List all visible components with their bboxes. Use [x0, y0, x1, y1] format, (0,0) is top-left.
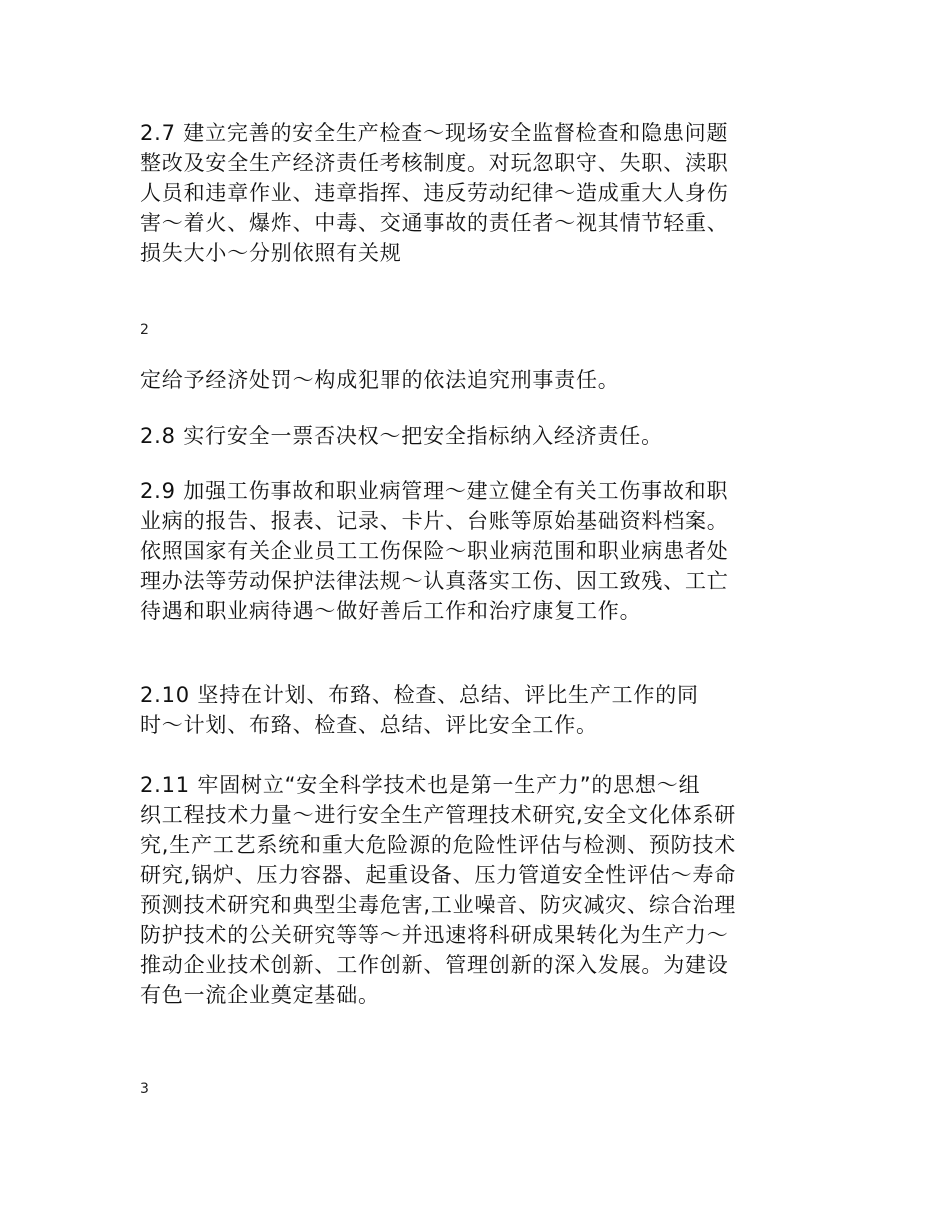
page-number: 3	[140, 1081, 149, 1097]
text-line: 定给予经济处罚～构成犯罪的依法追究刑事责任。	[140, 368, 620, 392]
text-line: 推动企业技术创新、工作创新、管理创新的深入发展。为建设	[140, 953, 729, 977]
text-line: 2.9 加强工伤事故和职业病管理～建立健全有关工伤事故和职	[140, 479, 729, 503]
paragraph-2-9	[140, 476, 820, 626]
text-line: 织工程技术力量～进行安全生产管理技术研究,安全文化体系研	[140, 803, 737, 827]
text-line: 依照国家有关企业员工工伤保险～职业病范围和职业病患者处	[140, 539, 729, 563]
text-line: 整改及安全生产经济责任考核制度。对玩忽职守、失职、渎职	[140, 151, 729, 175]
document-page	[140, 0, 820, 1230]
text-line: 2.7 建立完善的安全生产检查～现场安全监督检查和隐患问题	[140, 121, 729, 145]
text-line: 理办法等劳动保护法律法规～认真落实工伤、因工致残、工亡	[140, 569, 729, 593]
page-number: 2	[140, 322, 149, 338]
text-line: 待遇和职业病待遇～做好善后工作和治疗康复工作。	[140, 599, 642, 623]
text-line: 业病的报告、报表、记录、卡片、台账等原始基础资料档案。	[140, 509, 729, 533]
text-line: 2.11 牢固树立“安全科学技术也是第一生产力”的思想～组	[140, 773, 701, 797]
paragraph-2-7-continued	[140, 365, 820, 395]
text-line: 时～计划、布臵、检查、总结、评比安全工作。	[140, 713, 598, 737]
text-line: 究,生产工艺系统和重大危险源的危险性评估与检测、预防技术	[140, 833, 737, 857]
text-line: 预测技术研究和典型尘毒危害,工业噪音、防灾减灾、综合治理	[140, 893, 737, 917]
text-line: 防护技术的公关研究等等～并迅速将科研成果转化为生产力～	[140, 923, 729, 947]
text-line: 2.8 实行安全一票否决权～把安全指标纳入经济责任。	[140, 424, 663, 448]
text-line: 损失大小～分别依照有关规	[140, 241, 402, 265]
paragraph-2-10	[140, 680, 820, 740]
text-line: 人员和违章作业、违章指挥、违反劳动纪律～造成重大人身伤	[140, 181, 729, 205]
text-line: 2.10 坚持在计划、布臵、检查、总结、评比生产工作的同	[140, 683, 699, 707]
paragraph-2-8	[140, 421, 820, 451]
text-line: 害～着火、爆炸、中毒、交通事故的责任者～视其情节轻重、	[140, 211, 729, 235]
paragraph-2-11	[140, 770, 820, 1010]
paragraph-2-7	[140, 118, 820, 268]
text-line: 有色一流企业奠定基础。	[140, 983, 380, 1007]
text-line: 研究,锅炉、压力容器、起重设备、压力管道安全性评估～寿命	[140, 863, 737, 887]
